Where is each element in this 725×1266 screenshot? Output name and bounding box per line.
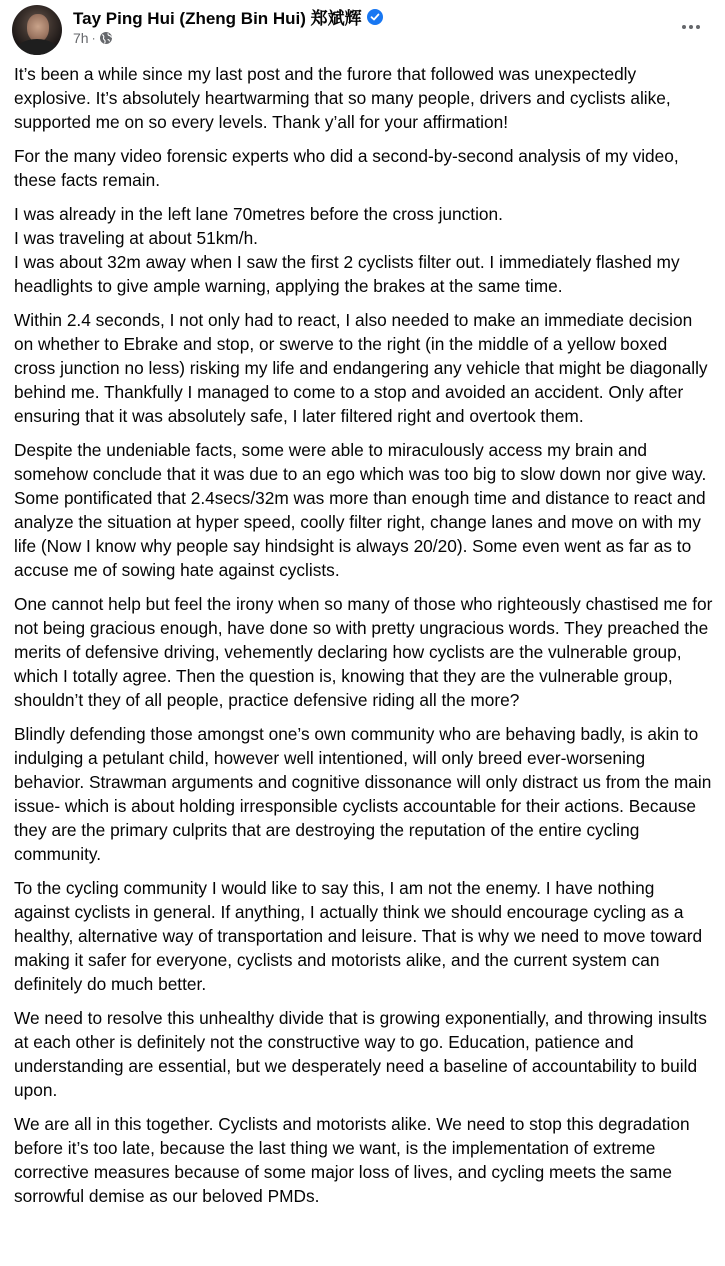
globe-icon[interactable] [99, 31, 113, 45]
post-body [0, 62, 725, 1208]
verified-badge-icon [367, 9, 383, 25]
meta-separator: · [91, 31, 96, 45]
post-paragraph-1: It’s been a while since my last post and the furore that followed was unexpectedly explosive. It’s absolutely heartwarming that so many people, drivers and cyclists alike, supported me on so every levels. Thank y’all for your affirmation! [14, 64, 671, 132]
post-timestamp-link[interactable]: 7h [73, 30, 89, 46]
author-line [73, 4, 383, 29]
author-name-link[interactable]: Tay Ping Hui (Zheng Bin Hui) 郑斌辉 [73, 9, 362, 28]
author-avatar[interactable] [12, 5, 62, 55]
more-options-button[interactable] [675, 11, 707, 43]
post-paragraph-10: We are all in this together. Cyclists and motorists alike. We need to stop this degradation before it’s too late, because the last thing we want, is the implementation of extreme corrective measures because of some major loss of lives, and cycling meets the same sorrowful demise as our beloved PMDs. [14, 1114, 690, 1206]
post-paragraph-5: Despite the undeniable facts, some were able to miraculously access my brain and somehow conclude that it was due to an ego which was too big to slow down nor give way. Some pontificated that 2.4secs/32m was more than enough time and distance to react and analyze the situation at hyper speed, coolly filter right, change lanes and move on with my life (Now I know why people say hindsight is always 20/20). Some even went as far as to accuse me of sowing hate against cyclists. [14, 440, 707, 580]
post-meta [73, 30, 113, 46]
post-paragraph-4: Within 2.4 seconds, I not only had to react, I also needed to make an immediate decision on whether to Ebrake and stop, or swerve to the right (in the middle of a yellow boxed cross junction no less) risking my life and endangering any vehicle that might be diagonally behind me. Thankfully I managed to come to a stop and avoided an accident. Only after ensuring that it was absolutely safe, I later filtered right and overtook them. [14, 310, 708, 426]
post-paragraph-6: One cannot help but feel the irony when so many of those who righteously chastised me for not being gracious enough, have done so with pretty ungracious words. They preached the merits of defensive driving, vehemently declaring how cyclists are the vulnerable group, which I totally agree. Then the question is, knowing that they are the vulnerable group, shouldn’t they of all people, practice defensive riding all the more? [14, 594, 713, 710]
avatar-face [27, 14, 49, 42]
post-paragraph-2: For the many video forensic experts who did a second-by-second analysis of my video, these facts remain. [14, 146, 679, 190]
more-options-icon [682, 25, 700, 29]
post-paragraph-3: I was already in the left lane 70metres before the cross junction. I was traveling at about 51km/h. I was about 32m away when I saw the first 2 cyclists filter out. I immediately flashed my headlights to give ample warning, applying the brakes at the same time. [14, 204, 680, 296]
post-paragraph-8: To the cycling community I would like to say this, I am not the enemy. I have nothing against cyclists in general. If anything, I actually think we should encourage cycling as a healthy, alternative way of transportation and leisure. That is why we need to move toward making it safer for everyone, cyclists and motorists alike, and the current system can definitely do much better. [14, 878, 703, 994]
avatar-shoulders [16, 39, 58, 55]
post-paragraph-9: We need to resolve this unhealthy divide that is growing exponentially, and throwing insults at each other is definitely not the constructive way to go. Education, patience and understanding are essential, but we desperately need a baseline of accountability to build upon. [14, 1008, 707, 1100]
post-header [0, 0, 725, 62]
post-paragraph-7: Blindly defending those amongst one’s own community who are behaving badly, is akin to indulging a petulant child, however well intentioned, will only breed ever-worsening behavior. Strawman arguments and cognitive dissonance will only distract us from the main issue- which is about holding irresponsible cyclists accountable for their actions. Because they are the primary culprits that are destroying the reputation of the entire cycling community. [14, 724, 712, 864]
